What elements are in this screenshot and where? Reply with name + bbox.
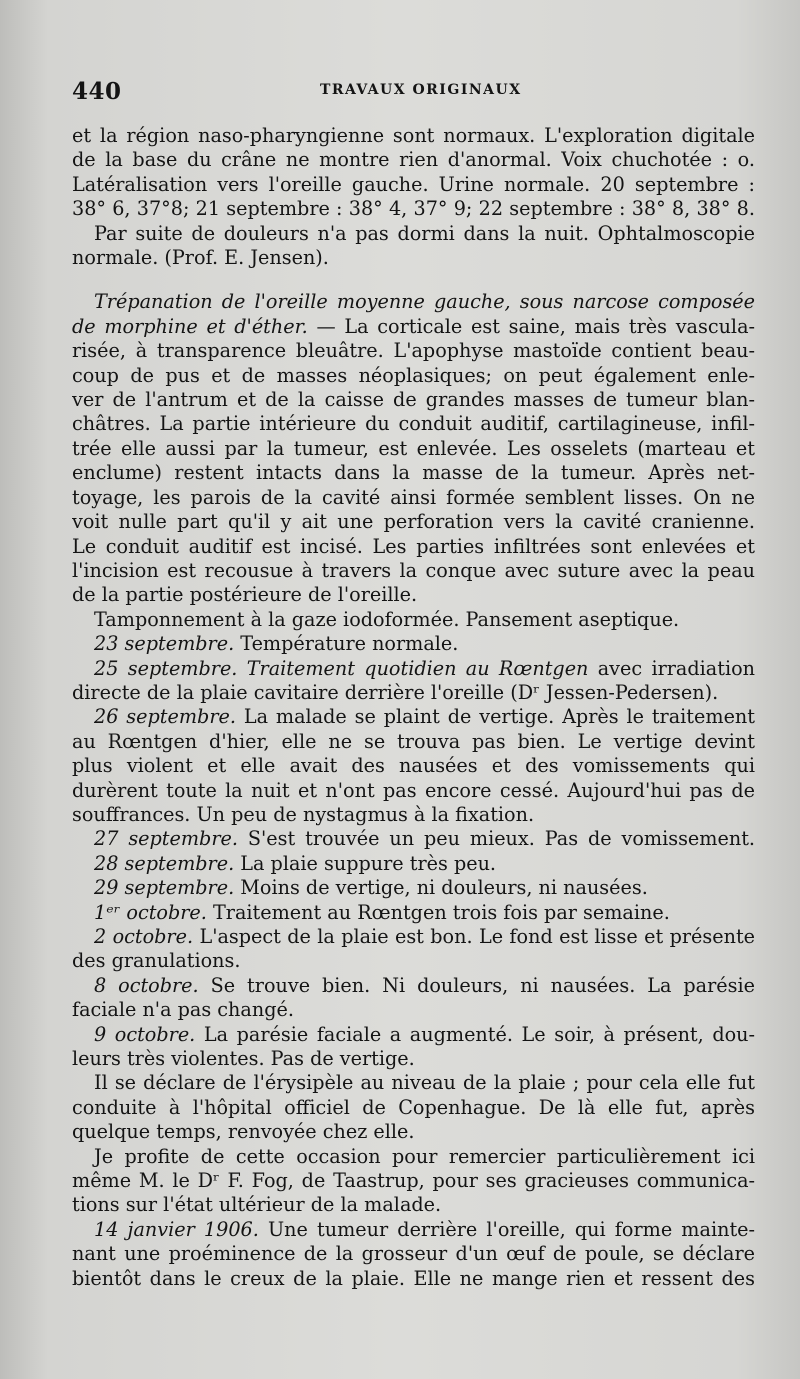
text-run: Se trouve bien. Ni douleurs, ni nausées. La parésie xyxy=(198,973,755,997)
text-line xyxy=(72,290,755,314)
text-run: Il se déclare de l'érysipèle au niveau de la plaie ; pour cela elle fut xyxy=(94,1071,755,1095)
text-line xyxy=(72,681,755,705)
text-line xyxy=(72,535,755,559)
text-line xyxy=(72,925,755,949)
text-line xyxy=(72,510,755,534)
text-line xyxy=(72,437,755,461)
text-line xyxy=(72,246,755,270)
text-run: souffrances. Un peu de nystagmus à la fixation. xyxy=(72,802,535,826)
text-run: — La corticale est saine, mais très vascula- xyxy=(307,314,755,338)
text-run: des granulations. xyxy=(72,949,241,973)
text-line xyxy=(72,148,755,172)
text-run: de la base du crâne ne montre rien d'anormal. Voix chuchotée : o. xyxy=(72,148,755,172)
text-line xyxy=(72,339,755,363)
text-line xyxy=(72,730,755,754)
text-run: bientôt dans le creux de la plaie. Elle ne mange rien et ressent des xyxy=(72,1266,755,1290)
italic-run: 28 septembre. xyxy=(94,851,235,875)
text-line xyxy=(72,124,755,148)
text-run: avec irradiation xyxy=(588,656,755,680)
text-line xyxy=(72,486,755,510)
body-text xyxy=(72,124,755,1291)
text-line xyxy=(72,1071,755,1095)
running-title: TRAVAUX ORIGINAUX xyxy=(320,82,522,98)
text-run: Moins de vertige, ni douleurs, ni nausées. xyxy=(234,876,648,900)
text-line xyxy=(72,222,755,246)
text-run: Une tumeur derrière l'oreille, qui forme mainte- xyxy=(258,1217,755,1241)
text-run: enclume) restent intacts dans la masse de la tumeur. Après net- xyxy=(72,461,755,485)
text-run: Le conduit auditif est incisé. Les parties infiltrées sont enlevées et xyxy=(72,534,755,558)
italic-run: 29 septembre. xyxy=(94,876,235,900)
text-run: même M. le Dʳ F. Fog, de Taastrup, pour ses gracieuses communica- xyxy=(72,1169,755,1193)
text-line xyxy=(72,876,755,900)
text-run: toyage, les parois de la cavité ainsi formée semblent lisses. On ne xyxy=(72,485,755,509)
text-line xyxy=(72,461,755,485)
italic-run: 25 septembre. Traitement quotidien au Rœntgen xyxy=(94,656,589,680)
text-line xyxy=(72,1096,755,1120)
text-line xyxy=(72,364,755,388)
text-line xyxy=(72,632,755,656)
text-line xyxy=(72,803,755,827)
text-run: L'aspect de la plaie est bon. Le fond est lisse et présente xyxy=(193,925,755,948)
italic-run: 26 septembre. xyxy=(94,705,236,729)
text-run: coup de pus et de masses néoplasiques; on peut également enle- xyxy=(72,363,755,387)
text-line xyxy=(72,559,755,583)
text-line xyxy=(72,974,755,998)
italic-run: 1ᵉʳ octobre. xyxy=(94,900,207,924)
text-run: risée, à transparence bleuâtre. L'apophyse mastoïde contient beau- xyxy=(72,339,755,363)
text-run: plus violent et elle avait des nausées et des vomissements qui xyxy=(72,754,755,778)
text-line xyxy=(72,901,755,925)
text-line xyxy=(72,388,755,412)
text-line xyxy=(72,197,755,221)
text-line xyxy=(72,657,755,681)
text-run: trée elle aussi par la tumeur, est enlevée. Les osselets (marteau et xyxy=(72,436,755,460)
italic-run: 27 septembre. xyxy=(94,827,238,851)
text-run: et la région naso-pharyngienne sont normaux. L'exploration digitale xyxy=(72,124,755,147)
text-run: directe de la plaie cavitaire derrière l'oreille (Dʳ Jessen-Pedersen). xyxy=(72,680,719,704)
italic-run: 23 septembre. xyxy=(94,632,235,656)
text-run: S'est trouvée un peu mieux. Pas de vomissement. xyxy=(237,827,755,851)
text-run: l'incision est recousue à travers la conque avec suture avec la peau xyxy=(72,558,755,582)
text-run: nant une proéminence de la grosseur d'un œuf de poule, se déclare xyxy=(72,1242,755,1266)
text-line xyxy=(72,1023,755,1047)
text-line xyxy=(72,1193,755,1217)
text-run: de la partie postérieure de l'oreille. xyxy=(72,583,418,607)
paragraph-gap xyxy=(72,270,755,290)
italic-run: de morphine et d'éther. xyxy=(72,314,308,338)
italic-run: Trépanation de l'oreille moyenne gauche, sous narcose composée xyxy=(94,290,755,314)
text-run: La malade se plaint de vertige. Après le traitement xyxy=(235,705,755,729)
text-line xyxy=(72,1169,755,1193)
text-line xyxy=(72,1242,755,1266)
text-run: normale. (Prof. E. Jensen). xyxy=(72,246,329,270)
text-run: Par suite de douleurs n'a pas dormi dans la nuit. Ophtalmoscopie xyxy=(94,221,755,245)
text-line xyxy=(72,754,755,778)
italic-run: 9 octobre. xyxy=(94,1022,196,1046)
text-run: faciale n'a pas changé. xyxy=(72,998,294,1022)
text-line xyxy=(72,1267,755,1291)
text-run: La parésie faciale a augmenté. Le soir, à présent, dou- xyxy=(195,1022,755,1046)
page-number: 440 xyxy=(72,78,122,105)
text-run: ver de l'antrum et de la caisse de grandes masses de tumeur blan- xyxy=(72,388,755,412)
text-run: Tamponnement à la gaze iodoformée. Pansement aseptique. xyxy=(94,607,680,631)
text-run: Traitement au Rœntgen trois fois par semaine. xyxy=(206,900,670,924)
text-run: Latéralisation vers l'oreille gauche. Urine normale. 20 septembre : xyxy=(72,172,755,196)
italic-run: 2 octobre. xyxy=(94,925,194,948)
text-line xyxy=(72,852,755,876)
text-run: Je profite de cette occasion pour remercier particulièrement ici xyxy=(94,1144,755,1168)
italic-run: 8 octobre. xyxy=(94,973,199,997)
text-run: conduite à l'hôpital officiel de Copenhague. De là elle fut, après xyxy=(72,1095,755,1119)
text-run: voit nulle part qu'il y ait une perforation vers la cavité cranienne. xyxy=(72,510,755,534)
text-run: Température normale. xyxy=(234,632,459,656)
text-run: au Rœntgen d'hier, elle ne se trouva pas bien. Le vertige devint xyxy=(72,729,755,753)
text-line xyxy=(72,779,755,803)
text-line xyxy=(72,827,755,851)
text-line xyxy=(72,705,755,729)
text-run: durèrent toute la nuit et n'ont pas encore cessé. Aujourd'hui pas de xyxy=(72,778,755,802)
text-run: tions sur l'état ultérieur de la malade. xyxy=(72,1193,442,1217)
text-line xyxy=(72,1145,755,1169)
italic-run: 14 janvier 1906. xyxy=(94,1217,259,1241)
text-run: quelque temps, renvoyée chez elle. xyxy=(72,1120,415,1144)
text-run: 38° 6, 37°8; 21 septembre : 38° 4, 37° 9; 22 septembre : 38° 8, 38° 8. xyxy=(72,197,755,221)
text-line xyxy=(72,583,755,607)
page-header xyxy=(72,78,752,112)
text-line xyxy=(72,608,755,632)
text-line xyxy=(72,998,755,1022)
text-run: leurs très violentes. Pas de vertige. xyxy=(72,1047,415,1071)
text-line xyxy=(72,949,755,973)
text-line xyxy=(72,1047,755,1071)
text-line xyxy=(72,1120,755,1144)
text-run: La plaie suppure très peu. xyxy=(234,851,497,875)
text-line xyxy=(72,315,755,339)
text-run: châtres. La partie intérieure du conduit auditif, cartilagineuse, infil- xyxy=(72,412,755,436)
text-line xyxy=(72,1218,755,1242)
text-line xyxy=(72,412,755,436)
text-line xyxy=(72,173,755,197)
